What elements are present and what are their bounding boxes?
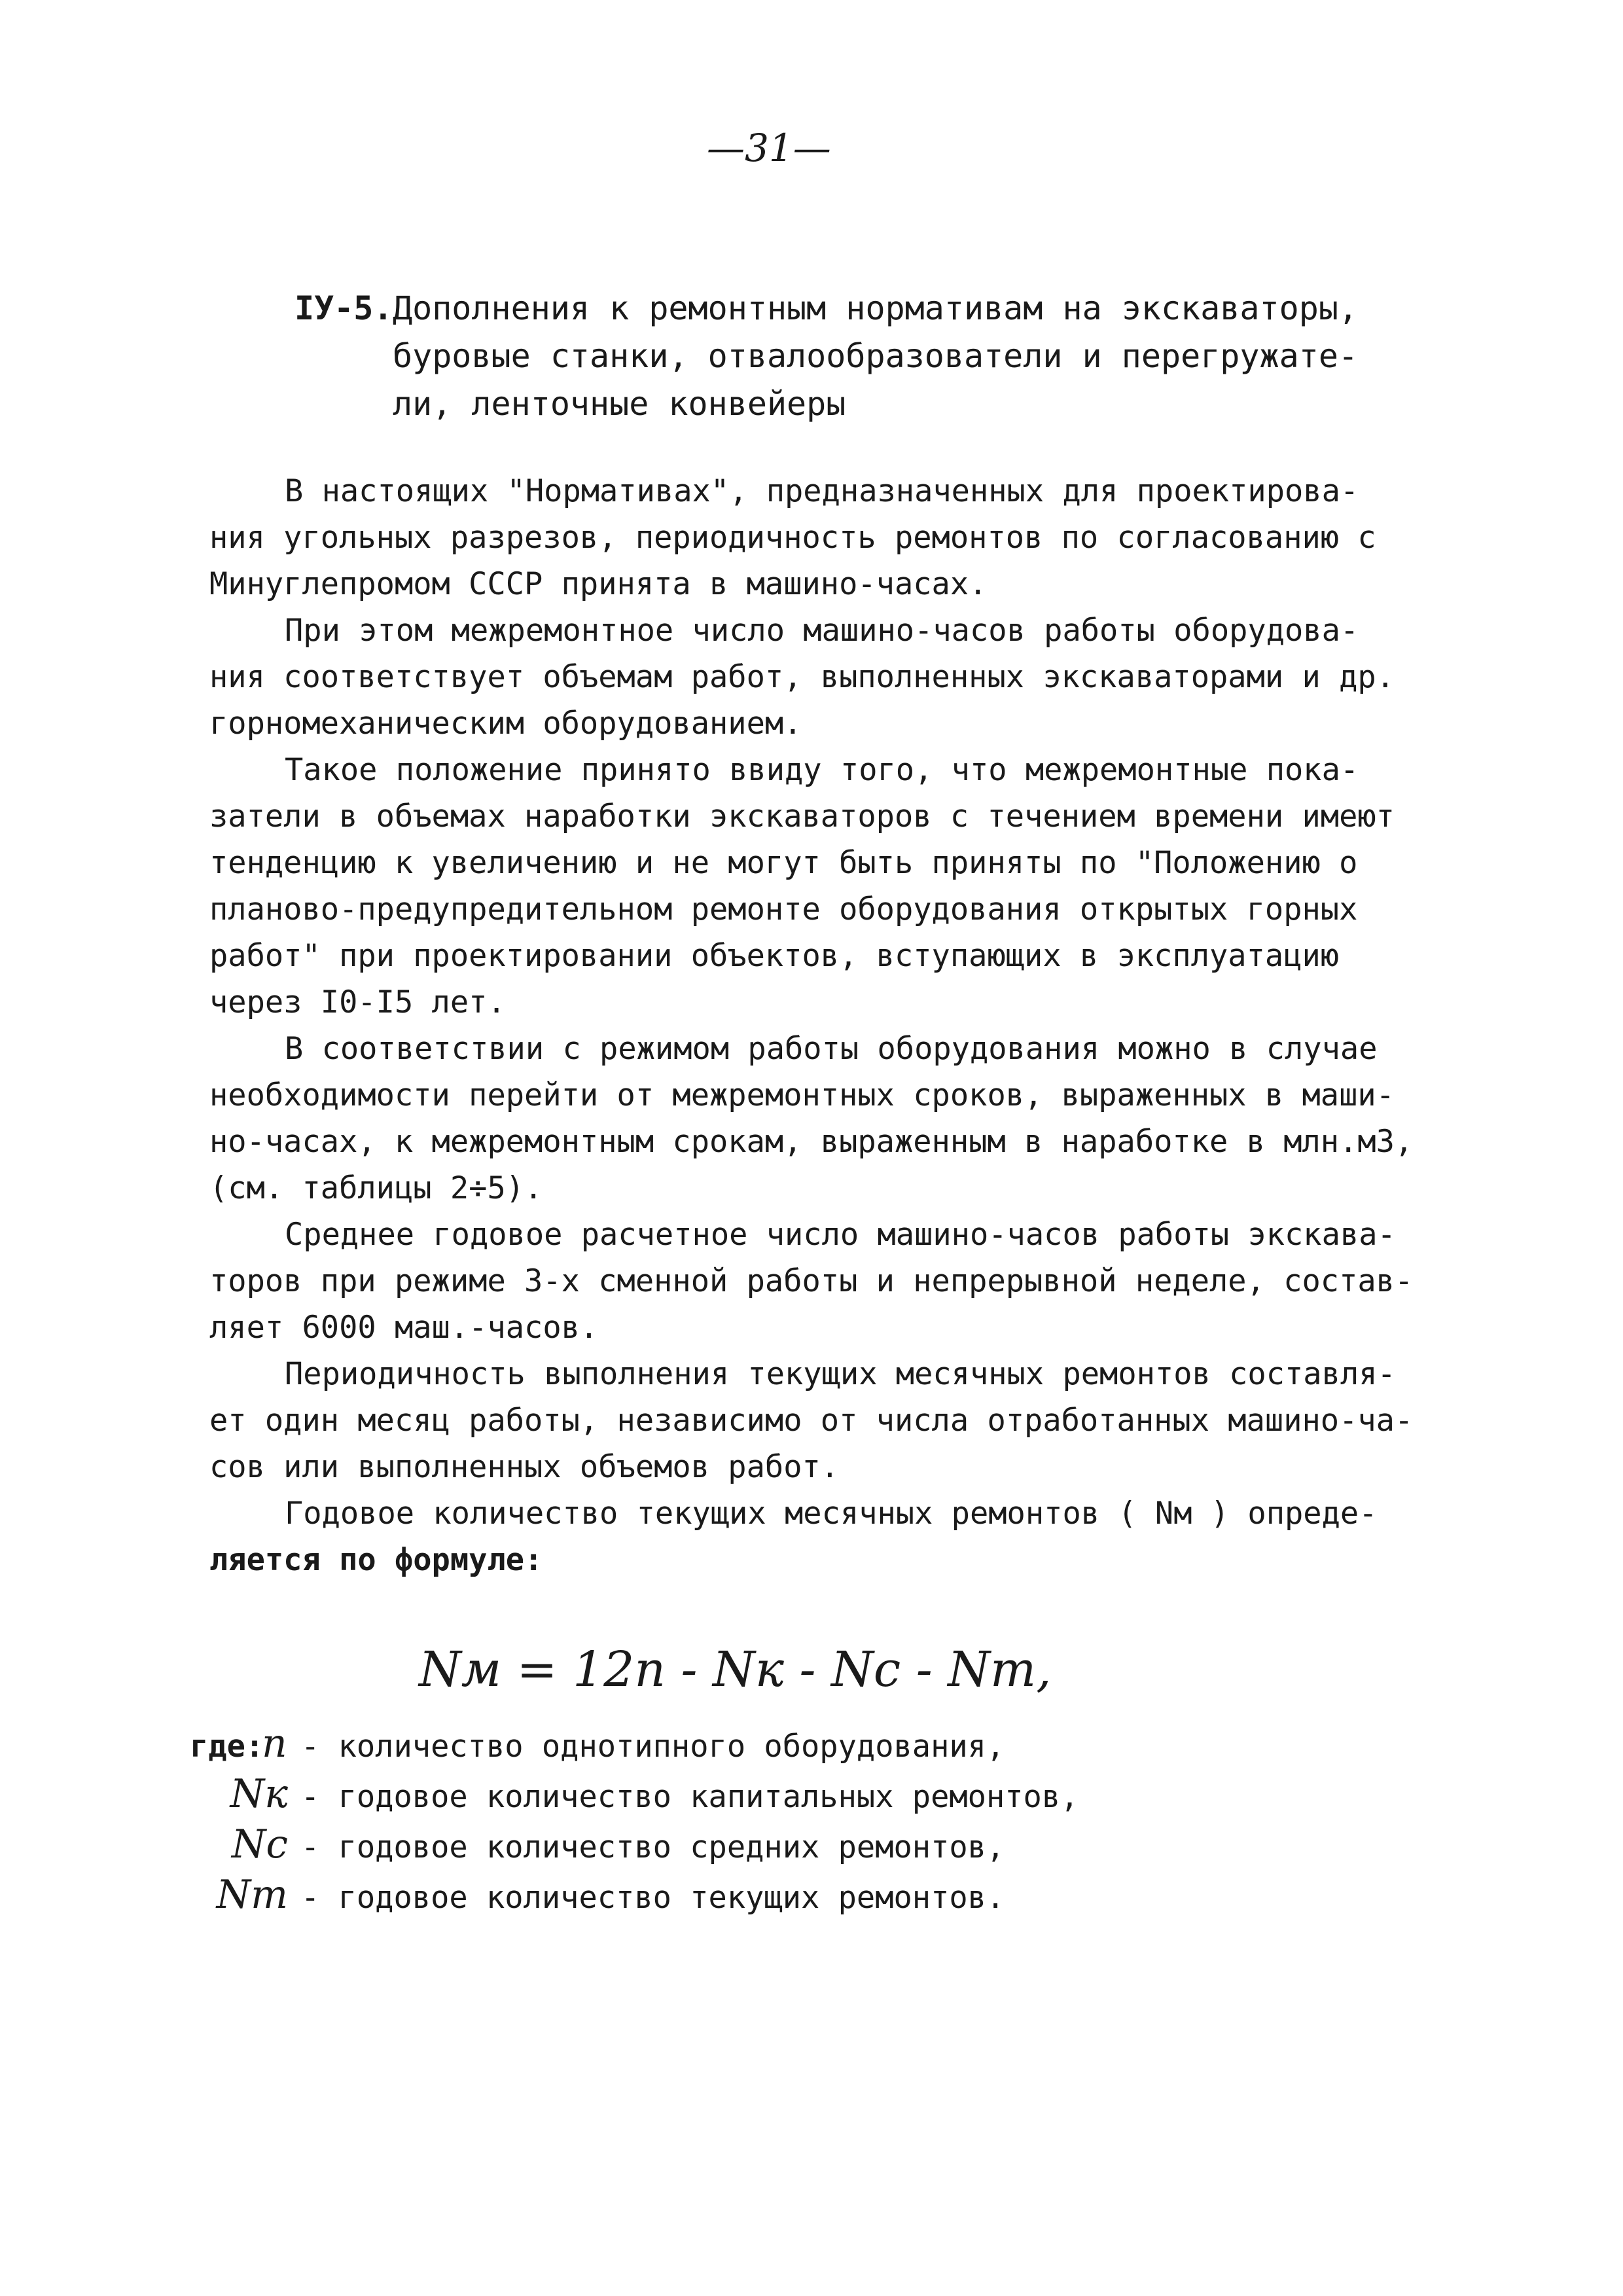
paragraph: [209, 1211, 1472, 1351]
text-line: тенденцию к увеличению и не могут быть приняты по "Положению о: [209, 845, 1358, 881]
formula: Nм = 12n - Nк - Nс - Nт,: [419, 1641, 1052, 1698]
legend-symbol: n: [262, 1721, 287, 1767]
paragraph: [209, 607, 1472, 747]
legend-text: - годовое количество капитальных ремонтов,: [301, 1779, 1079, 1815]
legend-symbol: Nк: [230, 1771, 288, 1817]
legend-row: [190, 1720, 1433, 1770]
text-line: Такое положение принято ввиду того, что межремонтные пока-: [285, 752, 1359, 788]
legend-row: [190, 1770, 1433, 1821]
legend-intro: где:: [190, 1729, 264, 1765]
legend-row: [190, 1871, 1433, 1922]
text-line: планово-предупредительном ремонте оборудования открытых горных: [209, 891, 1358, 927]
text-line: При этом межремонтное число машино-часов работы оборудова-: [285, 613, 1359, 649]
text-line: необходимости перейти от межремонтных сроков, выраженных в маши-: [209, 1077, 1395, 1113]
text-line: горномеханическим оборудованием.: [209, 706, 802, 742]
text-line: ния угольных разрезов, периодичность ремонтов по согласованию с: [209, 520, 1376, 556]
paragraph: [209, 468, 1472, 607]
section-heading: [294, 285, 1472, 428]
text-line: Минуглепромом СССР принята в машино-часах.: [209, 566, 988, 602]
text-line: ет один месяц работы, независимо от числа отработанных машино-ча-: [209, 1403, 1414, 1439]
text-line: торов при режиме 3-х сменной работы и непрерывной неделе, состав-: [209, 1263, 1414, 1299]
text-line: Годовое количество текущих месячных ремонтов ( Nм ) опреде-: [285, 1496, 1378, 1532]
heading-line: ли, ленточные конвейеры: [393, 385, 846, 423]
paragraph: [209, 747, 1472, 1026]
text-line: работ" при проектировании объектов, вступающих в эксплуатацию: [209, 938, 1340, 974]
paragraph: [209, 1026, 1472, 1211]
formula-legend: [190, 1720, 1433, 1922]
page-number: —31—: [707, 126, 831, 170]
text-line: В соответствии с режимом работы оборудования можно в случае: [285, 1031, 1378, 1067]
legend-text: - количество однотипного оборудования,: [301, 1729, 1005, 1765]
text-line: (см. таблицы 2÷5).: [209, 1170, 543, 1206]
paragraph: [209, 1351, 1472, 1490]
section-number: IУ-5.: [294, 289, 393, 327]
paragraph: [209, 1490, 1472, 1583]
text-line: Периодичность выполнения текущих месячных ремонтов составля-: [285, 1356, 1396, 1392]
text-line: затели в объемах наработки экскаваторов с течением времени имеют: [209, 798, 1395, 834]
legend-text: - годовое количество текущих ремонтов.: [301, 1880, 1005, 1916]
legend-symbol: Nт: [216, 1872, 288, 1918]
text-line: ния соответствует объемам работ, выполненных экскаваторами и др.: [209, 659, 1395, 695]
text-line: через I0-I5 лет.: [209, 984, 506, 1020]
section-title: [393, 285, 1472, 428]
text-line: Среднее годовое расчетное число машино-часов работы экскава-: [285, 1217, 1396, 1253]
text-line: В настоящих "Нормативах", предназначенных для проектирова-: [285, 473, 1359, 509]
body-text: [209, 468, 1472, 1583]
text-line: сов или выполненных объемов работ.: [209, 1449, 840, 1485]
legend-symbol: Nс: [231, 1821, 288, 1867]
legend-text: - годовое количество средних ремонтов,: [301, 1829, 1005, 1865]
heading-line: Дополнения к ремонтным нормативам на экскаваторы,: [393, 289, 1359, 327]
legend-row: [190, 1821, 1433, 1871]
text-line: ляется по формуле:: [209, 1542, 543, 1578]
text-line: ляет 6000 маш.-часов.: [209, 1310, 599, 1346]
text-line: но-часах, к межремонтным срокам, выраженным в наработке в млн.м3,: [209, 1124, 1414, 1160]
heading-line: буровые станки, отвалообразователи и перегружате-: [393, 337, 1359, 375]
